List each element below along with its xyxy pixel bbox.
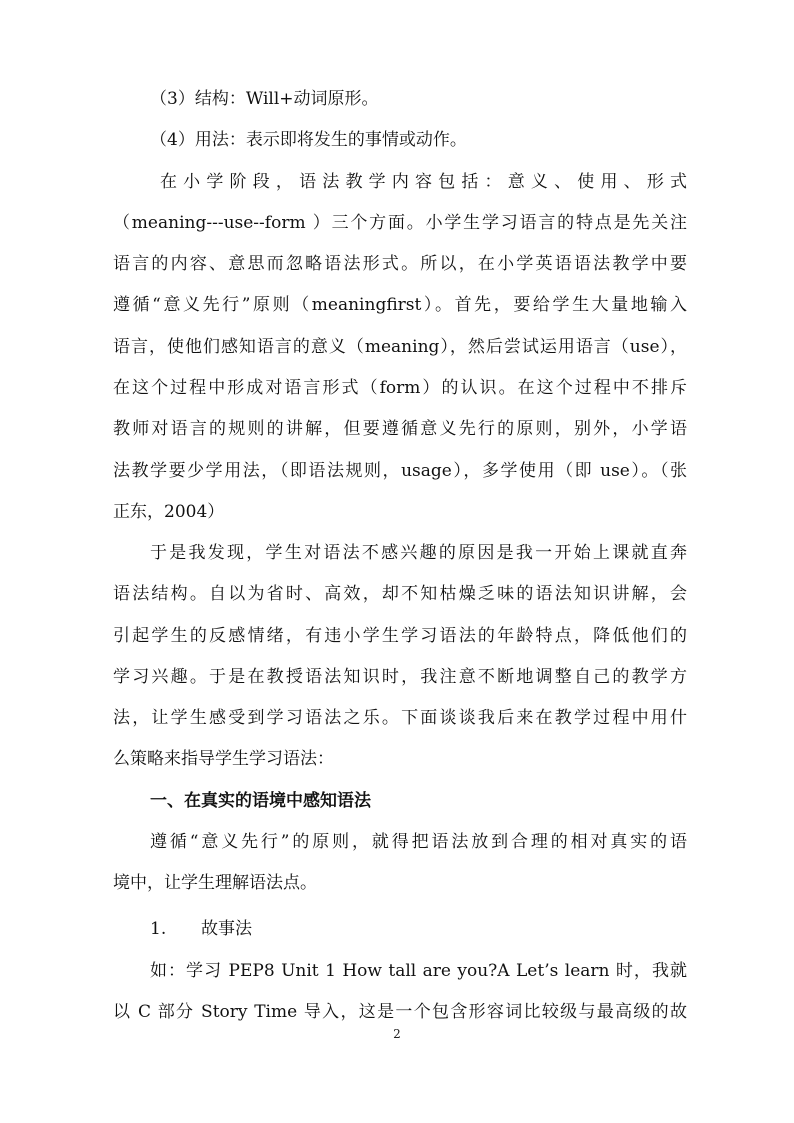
text-line-structure: （3）结构：Will+动词原形。 (150, 89, 379, 109)
list-item-title: 故事法 (201, 919, 252, 939)
paragraph-line: 教师对语言的规则的讲解，但要遵循意义先行的原则，别外，小学语 (113, 419, 687, 439)
section-heading: 一、在真实的语境中感知语法 (150, 791, 371, 811)
paragraph-line: 引起学生的反感情绪，有违小学生学习语法的年龄特点，降低他们的 (113, 626, 687, 646)
paragraph-line: 么策略来指导学生学习语法： (113, 749, 334, 769)
paragraph-line: 于是我发现，学生对语法不感兴趣的原因是我一开始上课就直奔 (150, 543, 687, 563)
list-item-number: 1. (150, 919, 167, 939)
paragraph-line: 在这个过程中形成对语言形式（form）的认识。在这个过程中不排斥 (113, 378, 687, 398)
paragraph-line: 语法结构。自以为省时、高效，却不知枯燥乏味的语法知识讲解，会 (113, 584, 687, 604)
paragraph-line: 法，让学生感受到学习语法之乐。下面谈谈我后来在教学过程中用什 (113, 708, 687, 728)
paragraph-line: 遵循“意义先行”原则（meaningfirst）。首先，要给学生大量地输入 (113, 295, 687, 315)
paragraph-line: 法教学要少学用法，（即语法规则，usage），多学使用（即 use）。（张 (113, 461, 687, 481)
text-line-usage: （4）用法：表示即将发生的事情或动作。 (150, 130, 467, 150)
paragraph-line: 学习兴趣。于是在教授语法知识时，我注意不断地调整自己的教学方 (113, 667, 687, 687)
paragraph-line: 境中，让学生理解语法点。 (113, 873, 317, 893)
paragraph-line: 遵循“意义先行”的原则，就得把语法放到合理的相对真实的语 (150, 832, 687, 852)
paragraph-line: （meaning---use--form ）三个方面。小学生学习语言的特点是先关注 (113, 213, 687, 233)
paragraph-line: 语言，使他们感知语言的意义（meaning），然后尝试运用语言（use）， (113, 337, 687, 357)
paragraph-line: 正东，2004） (113, 502, 225, 522)
page-number: 2 (393, 1027, 401, 1041)
paragraph-line: 语言的内容、意思而忽略语法形式。所以，在小学英语语法教学中要 (113, 254, 687, 274)
paragraph-line: 在小学阶段，语法教学内容包括：意义、使用、形式 (160, 172, 687, 192)
paragraph-line: 以 C 部分 Story Time 导入，这是一个包含形容词比较级与最高级的故 (113, 1002, 687, 1022)
paragraph-line: 如：学习 PEP8 Unit 1 How tall are you?A Let’s learn 时，我就 (150, 961, 687, 981)
